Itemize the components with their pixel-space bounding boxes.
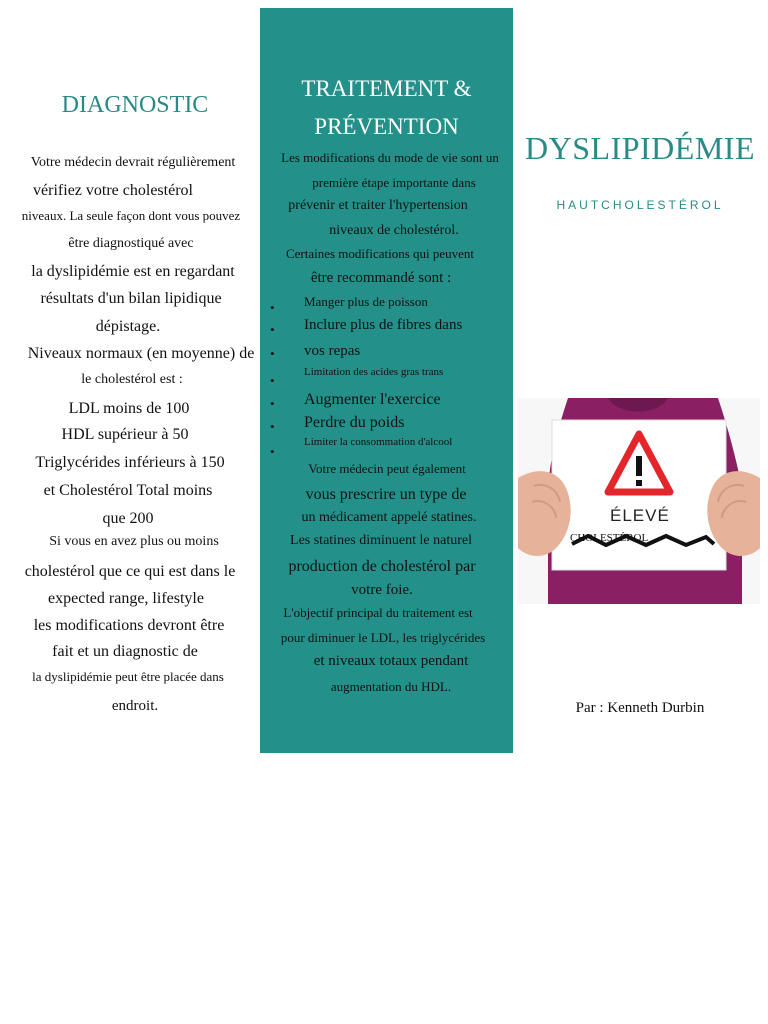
treatment-intro-line: Certaines modifications qui peuvent <box>285 246 475 261</box>
treatment-intro-line: première étape importante dans <box>312 175 476 190</box>
treatment-outro-line: augmentation du HDL. <box>330 679 452 694</box>
treatment-outro-line: L'objectif principal du traitement est <box>283 605 473 620</box>
sign-text-cholesterol: CHOLESTÉROL <box>570 532 649 544</box>
treatment-outro-line: votre foie. <box>351 582 413 598</box>
treatment-outro-line: Votre médecin peut également <box>308 461 466 476</box>
brochure-title: DYSLIPIDÉMIE <box>525 130 755 166</box>
bullet-dot: • <box>270 419 275 434</box>
diagnostic-line: résultats d'un bilan lipidique <box>40 290 222 307</box>
diagnostic-line: la dyslipidémie est en regardant <box>31 263 235 280</box>
bullet-dot: • <box>270 300 275 315</box>
cover-photo <box>518 398 760 604</box>
treatment-title-line1: TRAITEMENT & <box>301 76 472 101</box>
diagnostic-line: expected range, lifestyle <box>48 590 204 607</box>
diagnostic-line: niveaux. La seule façon dont vous pouvez <box>21 208 241 223</box>
diagnostic-line: vérifiez votre cholestérol <box>33 182 193 199</box>
diagnostic-line: Si vous en avez plus ou moins <box>49 534 219 549</box>
treatment-bullet: Inclure plus de fibres dans <box>304 317 463 333</box>
treatment-outro-line: production de cholestérol par <box>288 558 476 575</box>
warning-sign-illustration <box>518 398 760 604</box>
diagnostic-title: DIAGNOSTIC <box>61 92 209 118</box>
sign-text-eleve: ÉLEVÉ <box>610 506 670 525</box>
brochure-subtitle: HAUTCHOLESTÉROL <box>556 198 724 212</box>
diagnostic-line: être diagnostiqué avec <box>68 236 194 251</box>
treatment-bullet: Manger plus de poisson <box>304 294 428 309</box>
treatment-bullet: Perdre du poids <box>304 414 405 431</box>
treatment-title-line2: PRÉVENTION <box>314 114 459 139</box>
bullet-dot: • <box>270 346 275 361</box>
bullet-dot: • <box>270 322 275 337</box>
diagnostic-line: les modifications devront être <box>33 617 225 634</box>
treatment-outro-line: Les statines diminuent le naturel <box>290 533 472 548</box>
treatment-bullet: vos repas <box>304 343 361 359</box>
diagnostic-line: que 200 <box>102 510 154 527</box>
diagnostic-line: HDL supérieur à 50 <box>61 426 189 443</box>
diagnostic-line: Triglycérides inférieurs à 150 <box>35 454 225 471</box>
diagnostic-line: Votre médecin devrait régulièrement <box>30 155 236 170</box>
treatment-bullet: Limitation des acides gras trans <box>304 366 444 378</box>
author-credit: Par : Kenneth Durbin <box>575 700 705 716</box>
treatment-outro-line: et niveaux totaux pendant <box>313 653 469 669</box>
treatment-intro-line: être recommandé sont : <box>310 270 452 286</box>
treatment-intro-line: niveaux de cholestérol. <box>329 223 459 238</box>
treatment-bullet: Augmenter l'exercice <box>304 391 441 408</box>
diagnostic-line: le cholestérol est : <box>81 372 183 387</box>
diagnostic-line: cholestérol que ce qui est dans le <box>24 563 236 580</box>
diagnostic-line: dépistage. <box>95 318 161 335</box>
diagnostic-line: Niveaux normaux (en moyenne) de <box>27 345 255 362</box>
diagnostic-line: et Cholestérol Total moins <box>43 482 213 499</box>
treatment-intro-line: Les modifications du mode de vie sont un <box>281 150 499 165</box>
diagnostic-line: la dyslipidémie peut être placée dans <box>32 669 224 684</box>
treatment-outro-line: un médicament appelé statines. <box>301 510 477 525</box>
bullet-dot: • <box>270 396 275 411</box>
diagnostic-line: endroit. <box>111 698 159 714</box>
diagnostic-line: fait et un diagnostic de <box>52 643 198 660</box>
treatment-outro-line: pour diminuer le LDL, les triglycérides <box>280 630 486 645</box>
bullet-dot: • <box>270 373 275 388</box>
bullet-dot: • <box>270 444 275 459</box>
treatment-outro-line: vous prescrire un type de <box>305 486 467 503</box>
diagnostic-line: LDL moins de 100 <box>68 400 190 417</box>
treatment-intro-line: prévenir et traiter l'hypertension <box>288 198 468 213</box>
treatment-bullet: Limiter la consommation d'alcool <box>304 436 453 448</box>
